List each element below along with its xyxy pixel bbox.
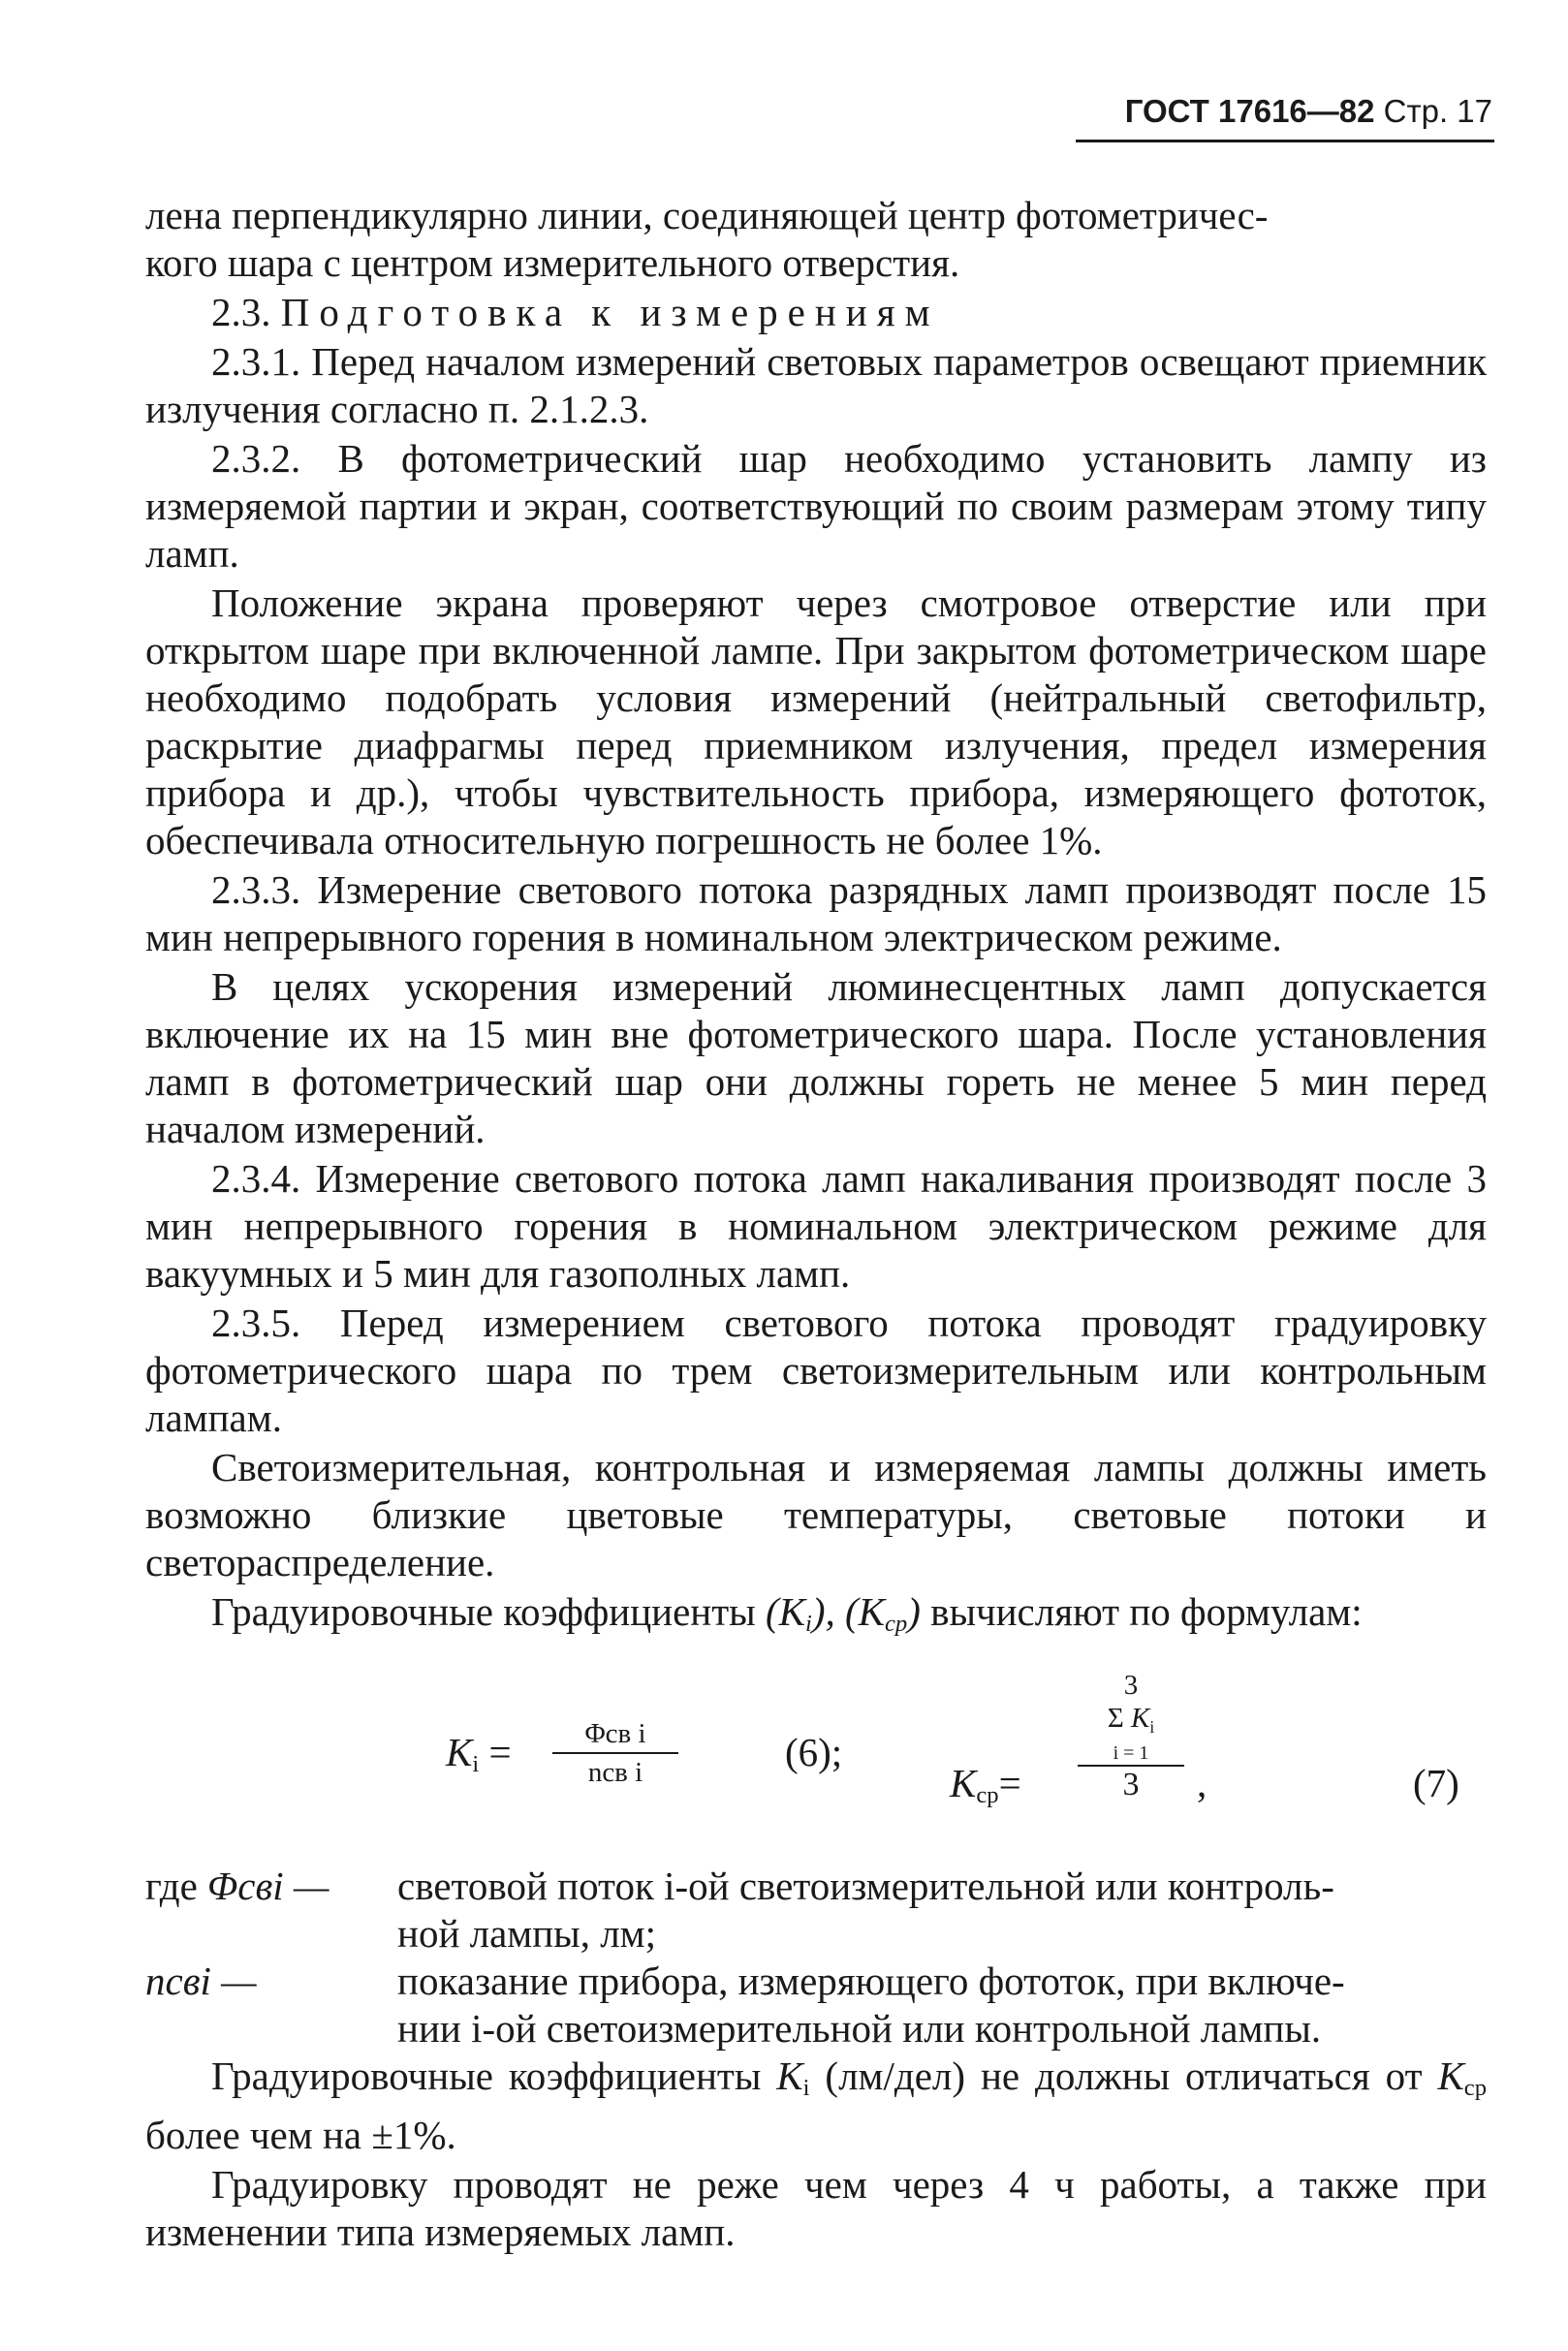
paragraph: 2.3.2. В фотометрический шар необходимо установить лампу из измеряемой партии и экран, соответствующий по своим размерам этому типу ламп. [145, 436, 1487, 576]
definition-symbol: Φсвi — [207, 1864, 329, 1908]
section-number: 2.3. [211, 290, 271, 334]
formula-block [145, 1669, 1487, 1853]
paragraph: 2.3.3. Измерение светового потока разрядных ламп производят после 15 мин непрерывного горения в номинальном электрическом режиме. [145, 867, 1487, 959]
sum-lower-limit: i = 1 [1113, 1742, 1149, 1764]
definition-reading [145, 1958, 1487, 2005]
section-heading [145, 289, 1487, 336]
paragraph: 2.3.4. Измерение светового потока ламп накаливания производят после 3 мин непрерывного горения в номинальном электрическом режиме для вакуумных и 5 мин для газополных ламп. [145, 1156, 1487, 1296]
symbol-kcp: $(K_{ср})$ [844, 1589, 921, 1637]
paragraph: Положение экрана проверяют через смотровое отверстие или при открытом шаре при включенной лампе. При закрытом фотометрическом шаре необходимо подобрать условия измерений (нейтральный светофильтр, раскрытие диафрагмы перед приемником излучения, предел измерения прибора и др.), чтобы чувствительность прибора, измеряющего фототок, обеспечивала относительную погрешность не более 1%. [145, 580, 1487, 862]
paragraph: 2.3.5. Перед измерением светового потока проводят градуировку фотометрического шара по трем светоизмерительным или контрольным лампам. [145, 1301, 1487, 1440]
line: кого шара с центром измерительного отверстия. [145, 240, 960, 285]
definition-symbol: nсвi — [145, 1959, 257, 2003]
definition-text: световой поток i-ой светоизмерительной или контроль- [397, 1864, 1334, 1908]
symbol-ki: $(K_i)$, [765, 1589, 835, 1637]
definition-flux [145, 1863, 1487, 1910]
definition-text: ной лампы, лм; [397, 1911, 657, 1956]
definition-text: нии i-ой светоизмерительной или контрольной лампы. [397, 2006, 1322, 2051]
paragraph-continuation [145, 192, 1487, 287]
paragraph: Градуировку проводят не реже чем через 4 ч работы, а также при изменении типа измеряемых ламп. [145, 2162, 1487, 2254]
formula-6-fraction [552, 1717, 678, 1789]
sum-expression: Σ $K_i$ [1107, 1703, 1155, 1737]
sum-upper-limit: 3 [1123, 1670, 1139, 1701]
formula-7-fraction [1078, 1669, 1184, 1802]
formula-7-label: (7) [1413, 1761, 1459, 1805]
formula-6-denominator: nсв i [587, 1757, 643, 1788]
line: лена перпендикулярно линии, соединяющей центр фотометричес- [145, 193, 1269, 237]
formula-6-label: (6); [785, 1730, 843, 1774]
document-body [145, 192, 1487, 2258]
header-rule [1076, 140, 1494, 142]
section-title: Подготовка к измерениям [280, 290, 940, 334]
formula-7-denominator: 3 [1122, 1767, 1140, 1802]
formula-7-comma: , [1197, 1761, 1207, 1805]
where-word: где [145, 1864, 198, 1908]
paragraph: 2.3.1. Перед началом измерений световых параметров освещают приемник излучения согласно п. 2.1.2.3. [145, 339, 1487, 431]
formula-6-lhs: $K_i$ = [446, 1730, 512, 1777]
paragraph-formula-intro: Градуировочные коэффициенты $(K_i)$, $(K_{ср})$ вычисляют по формулам: [211, 1589, 1363, 1637]
page-number: Стр. 17 [1383, 93, 1492, 129]
formula-6-numerator: Φсв i [584, 1718, 646, 1749]
page-header [1085, 93, 1492, 130]
definition-text: показание прибора, измеряющего фототок, при включе- [397, 1959, 1345, 2003]
paragraph: Градуировочные коэффициенты $K_i$ (лм/дел) не должны отличаться от $K_{ср}$ более чем на ±1%. [145, 2053, 1488, 2157]
definitions [145, 1863, 1487, 2053]
paragraph: Светоизмерительная, контрольная и измеряемая лампы должны иметь возможно близкие цветовые температуры, световые потоки и светораспределение. [145, 1445, 1487, 1584]
formula-7-lhs: $K_{ср}=$ [950, 1761, 1021, 1808]
paragraph: В целях ускорения измерений люминесцентных ламп допускается включение их на 15 мин вне фотометрического шара. После установления ламп в фотометрический шар они должны гореть не менее 5 мин перед началом измерений. [145, 964, 1487, 1151]
document-number: ГОСТ 17616—82 [1124, 93, 1375, 129]
